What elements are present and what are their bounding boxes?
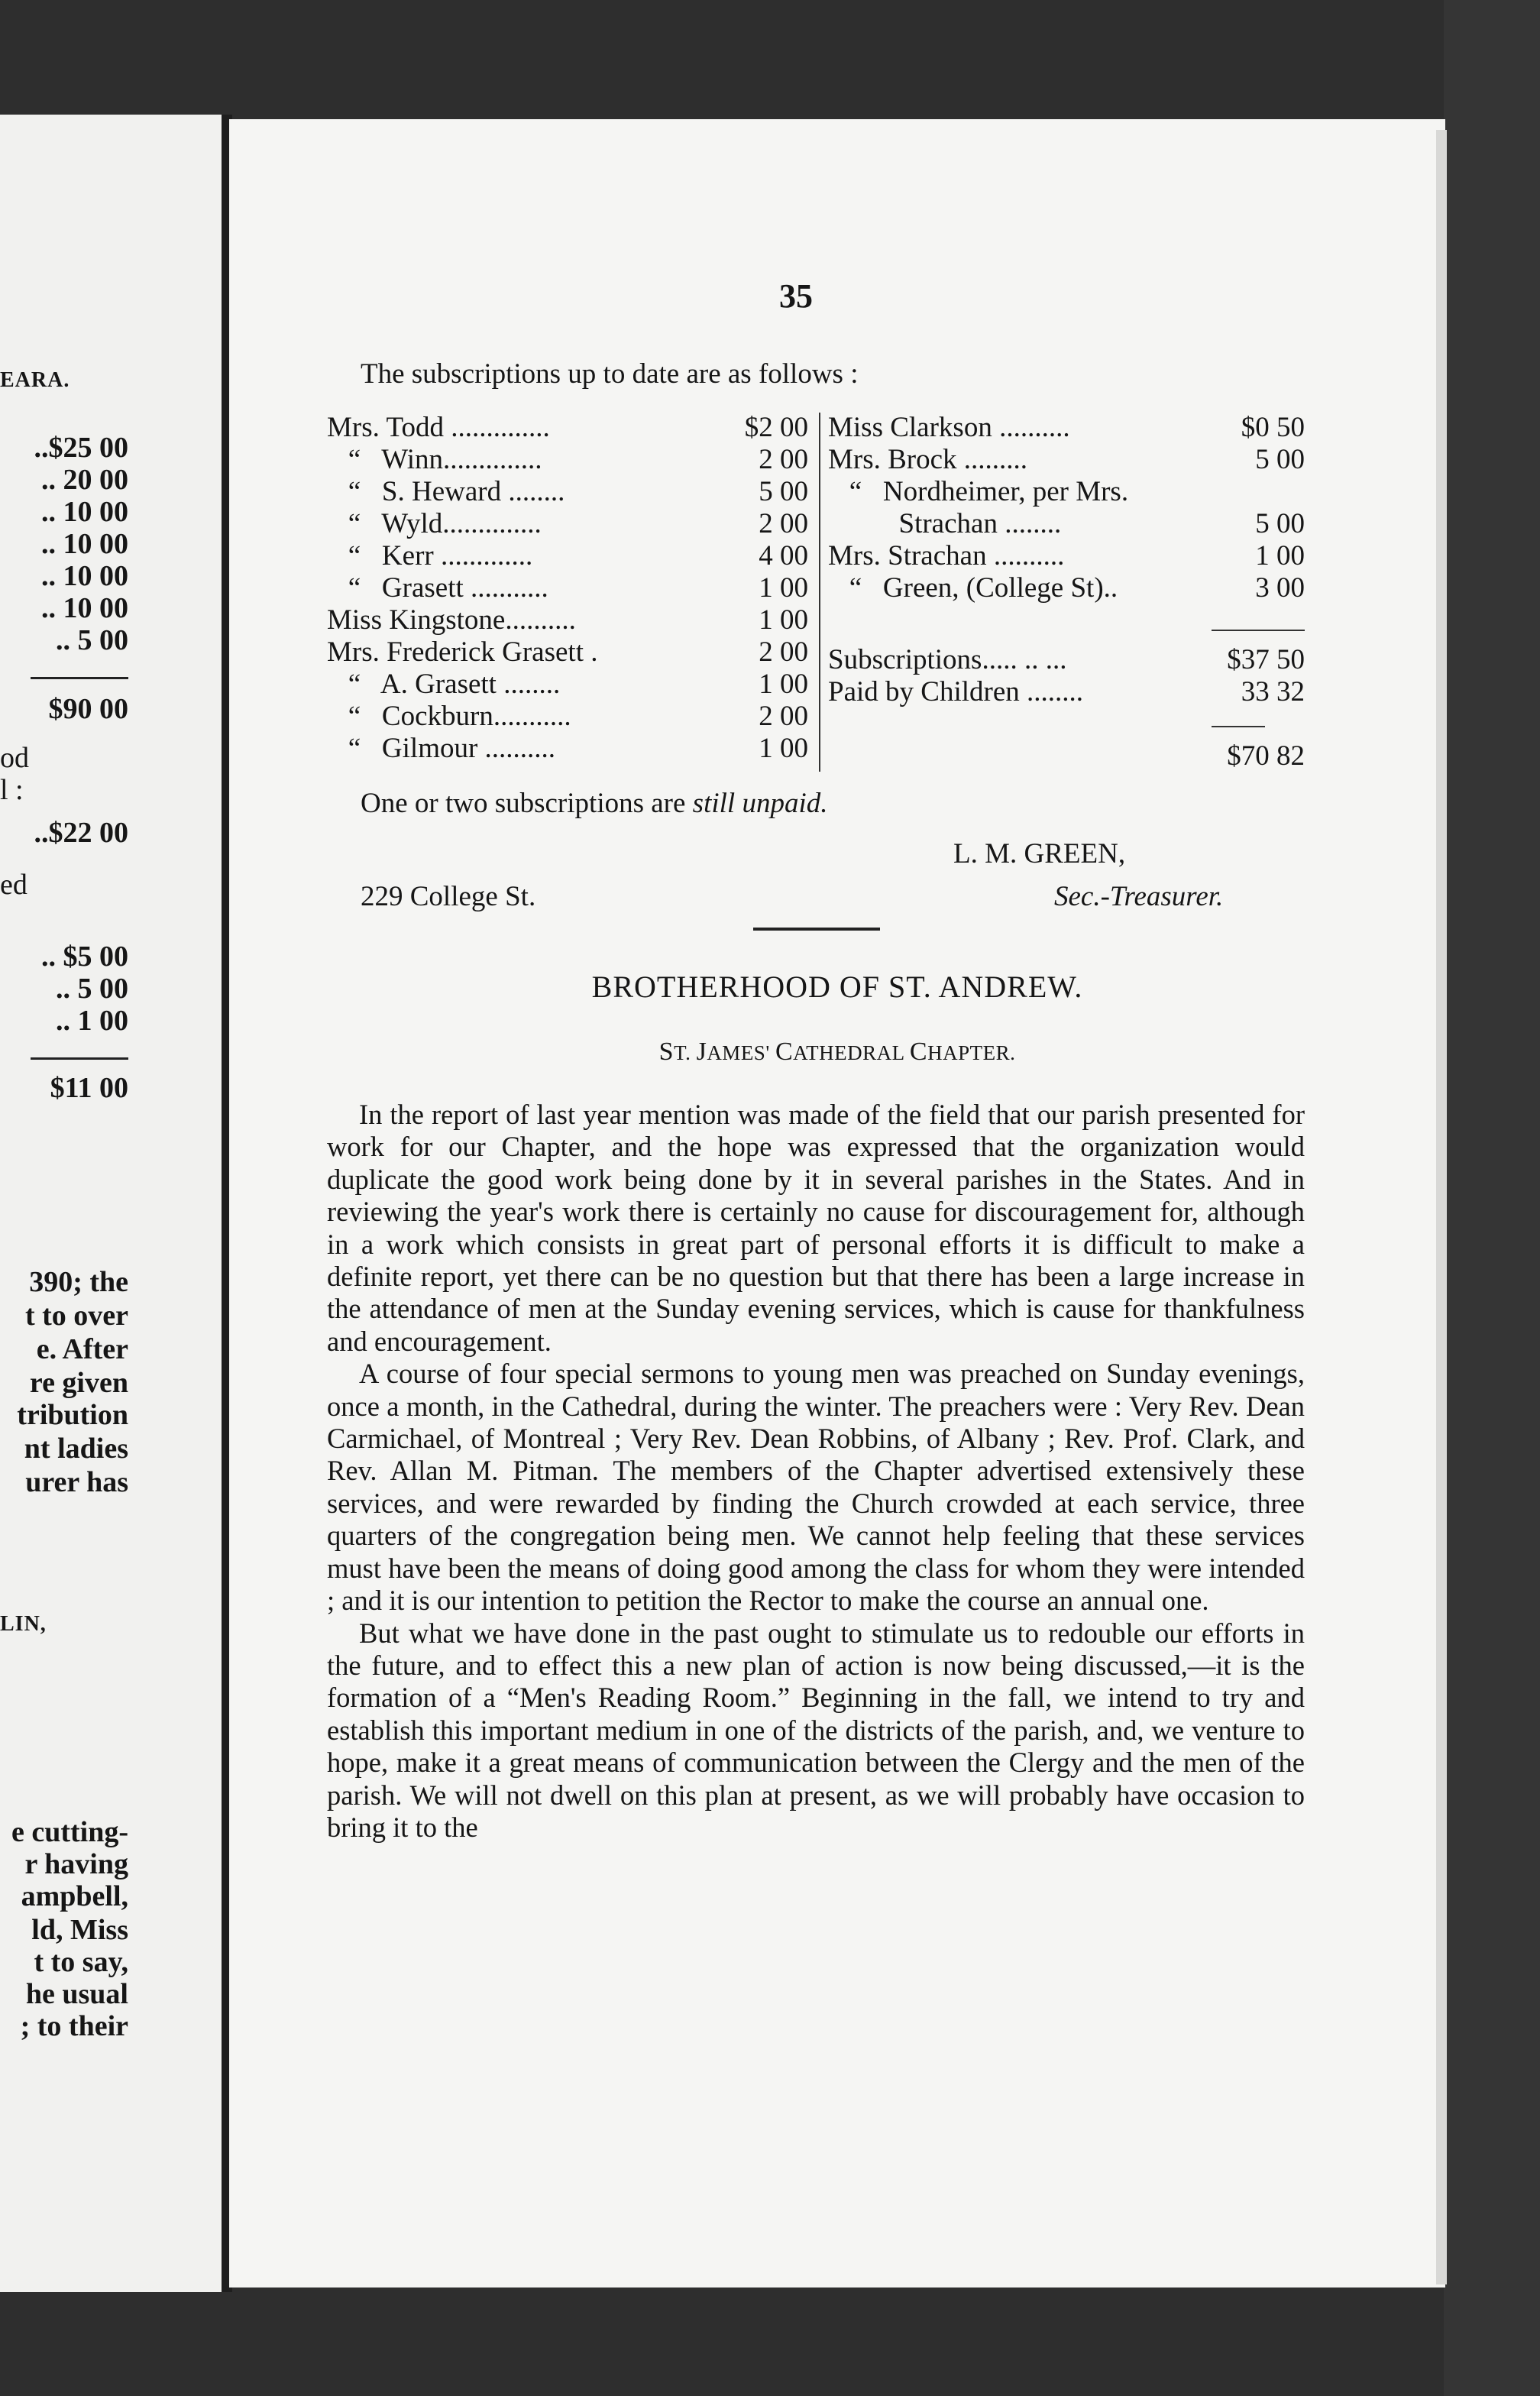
facing-sum-rule <box>31 1057 128 1060</box>
facing-text-fragment: he usual <box>25 1978 128 2010</box>
subscription-amount: 2 00 <box>759 508 808 539</box>
subscription-row <box>327 475 808 507</box>
scan-background-top <box>0 0 1540 130</box>
subscription-amount: 2 00 <box>759 701 808 732</box>
facing-amount: .. 10 00 <box>41 560 128 592</box>
facing-fragment: od <box>0 742 29 774</box>
subscription-row <box>327 636 808 668</box>
facing-sum-rule <box>31 677 128 679</box>
subscription-amount: 1 00 <box>759 669 808 700</box>
subscription-amount: 5 00 <box>1255 444 1305 475</box>
facing-amount: ..$25 00 <box>34 432 128 464</box>
facing-total: $90 00 <box>48 693 128 725</box>
section-title: BROTHERHOOD OF ST. ANDREW. <box>591 970 1083 1004</box>
facing-amount: .. 20 00 <box>41 464 128 496</box>
subscriber-name: Mrs. Frederick Grasett . <box>327 636 598 668</box>
facing-text-fragment: tribution <box>17 1399 128 1431</box>
facing-amount: ..$22 00 <box>34 817 128 849</box>
subscription-row <box>828 411 1305 443</box>
facing-amount: .. 10 00 <box>41 496 128 528</box>
subscription-row <box>828 571 1305 604</box>
subscriber-name: “ Gilmour .......... <box>327 733 556 764</box>
facing-heading-fragment: EARA. <box>0 368 70 392</box>
subscription-amount: 5 00 <box>759 476 808 507</box>
subscription-row <box>828 507 1305 539</box>
facing-amount: .. 10 00 <box>41 528 128 560</box>
facing-text-fragment: e cutting- <box>11 1816 128 1848</box>
subscription-row <box>327 732 808 764</box>
facing-fragment: LIN, <box>0 1612 47 1636</box>
subscription-amount: 2 00 <box>759 636 808 668</box>
signature-name: L. M. GREEN, <box>953 838 1126 869</box>
subscription-amount: $0 50 <box>1241 412 1305 443</box>
facing-text-fragment: e. After <box>36 1333 128 1365</box>
section-divider <box>753 928 880 931</box>
subscription-row <box>327 411 808 443</box>
subscription-row <box>327 604 808 636</box>
facing-fragment: l : <box>0 774 24 806</box>
facing-text-fragment: ; to their <box>20 2010 128 2042</box>
subscriber-name: Mrs. Brock ......... <box>828 444 1028 475</box>
totals-row <box>828 675 1305 707</box>
chapter-title-part: AMES' <box>707 1041 775 1064</box>
subscription-row <box>327 539 808 571</box>
subscription-amount: 3 00 <box>1255 572 1305 604</box>
chapter-title <box>229 1038 1445 1067</box>
chapter-title-part: T. <box>674 1041 697 1064</box>
subscription-row <box>327 571 808 604</box>
facing-amount: .. 5 00 <box>56 624 128 656</box>
grand-total-row <box>828 740 1305 772</box>
unpaid-note <box>361 787 827 820</box>
chapter-title-part: S <box>658 1038 675 1066</box>
subscription-row <box>327 668 808 700</box>
grand-total-amount: $70 82 <box>1227 740 1305 772</box>
subscription-amount: 1 00 <box>1255 540 1305 571</box>
chapter-title-part: C <box>775 1038 794 1066</box>
unpaid-note-text: One or two subscriptions are <box>361 788 693 819</box>
chapter-title-part: J <box>696 1038 707 1066</box>
subscriber-name: “ Cockburn........... <box>327 701 571 732</box>
subscriber-name: “ Winn.............. <box>327 444 542 475</box>
paragraph: A course of four special sermons to young men was preached on Sunday evenings, once a month, in the Cathedral, during the winter. The preachers were : Very Rev. Dean Carmichael, of Montreal ; Very Rev. Dean Robbins, of Albany ; Rev. Prof. Clark, and Rev. Allan M. Pitman. The members of the Chapter advertised extensively these services, and were rewarded by finding the Church crowded at each service, three quarters of the congregation being men. We cannot help feeling that these services must have been the means of doing good among the class for whom they were intended ; and it is our intention to petition the Rector to make the course an annual one. <box>327 1358 1305 1617</box>
page-edge-shadow <box>1436 130 1447 2284</box>
paragraph: In the report of last year mention was made of the field that our parish presented for work for our Chapter, and the hope was expressed that the organization would duplicate the good work being done by it in several parishes in the States. And in reviewing the year's work there is certainly no cause for discouragement for, although in a work which consists in great part of personal efforts it is difficult to make a definite report, yet there can be no question but that there has been a large increase in the attendance of men at the Sunday evening services, which is cause for thankfulness and encouragement. <box>327 1099 1305 1357</box>
subscription-amount: 1 00 <box>759 572 808 604</box>
facing-text-fragment: t to over <box>24 1300 128 1332</box>
facing-amount: .. 10 00 <box>41 592 128 624</box>
scan-background-right <box>1444 0 1540 2396</box>
subscription-row <box>327 507 808 539</box>
subscription-amount: 1 00 <box>759 604 808 636</box>
totals-label: Subscriptions..... .. ... <box>828 644 1067 675</box>
facing-total: $11 00 <box>50 1072 128 1104</box>
chapter-title-part: ATHEDRAL <box>793 1041 910 1064</box>
facing-amount: .. 1 00 <box>56 1005 128 1037</box>
grand-total-rule <box>1212 726 1265 727</box>
subscriber-name: “ A. Grasett ........ <box>327 669 561 700</box>
subscriber-name: “ Green, (College St).. <box>828 572 1118 604</box>
chapter-title-part: HAPTER. <box>927 1041 1016 1064</box>
subscription-row <box>327 700 808 732</box>
subscription-amount: 4 00 <box>759 540 808 571</box>
subscription-row <box>828 539 1305 571</box>
subscriber-name: Miss Clarkson .......... <box>828 412 1070 443</box>
paragraph: But what we have done in the past ought to stimulate us to redouble our efforts in the future, and to effect this a new plan of action is now being discussed,—it is the formation of a “Men's Reading Room.” Beginning in the fall, we intend to try and establish this important medium in one of the districts of the parish, and, we venture to hope, make it a great means of communication between the Clergy and the men of the parish. We will not dwell on this plan at present, as we will probably have occasion to bring it to the <box>327 1617 1305 1843</box>
totals-row <box>828 643 1305 675</box>
subscriber-name: Strachan ........ <box>828 508 1062 539</box>
subscriber-name: “ S. Heward ........ <box>327 476 565 507</box>
signature-title: Sec.-Treasurer. <box>1054 881 1224 912</box>
facing-text-fragment: r having <box>24 1848 128 1880</box>
subtotal-rule <box>1212 630 1305 631</box>
facing-text-fragment: re given <box>29 1367 128 1399</box>
subscriber-name: Miss Kingstone.......... <box>327 604 576 636</box>
totals-label: Paid by Children ........ <box>828 676 1084 707</box>
subscription-amount: 5 00 <box>1255 508 1305 539</box>
subscription-row <box>828 475 1305 507</box>
chapter-title-part: C <box>909 1038 928 1066</box>
facing-text-fragment: nt ladies <box>24 1433 128 1465</box>
facing-text-fragment: 390; the <box>29 1266 128 1298</box>
subscription-amount: $2 00 <box>744 412 808 443</box>
scan-background-bottom <box>0 2284 1540 2396</box>
article-body <box>327 1099 1305 1844</box>
subscription-row <box>828 443 1305 475</box>
facing-text-fragment: urer has <box>25 1466 128 1498</box>
facing-page <box>0 115 222 2292</box>
facing-text-fragment: t to say, <box>34 1946 128 1978</box>
totals-amount: 33 32 <box>1241 676 1305 707</box>
subscriber-name: “ Nordheimer, per Mrs. <box>828 476 1129 507</box>
subscriber-name: Mrs. Strachan .......... <box>828 540 1065 571</box>
facing-text-fragment: ampbell, <box>21 1880 128 1912</box>
facing-fragment: ed <box>0 869 28 901</box>
subscription-amount: 2 00 <box>759 444 808 475</box>
subscription-amount: 1 00 <box>759 733 808 764</box>
facing-text-fragment: ld, Miss <box>31 1914 128 1946</box>
subscriber-name: “ Grasett ........... <box>327 572 548 604</box>
table-column-divider <box>819 413 820 772</box>
unpaid-note-emphasis: still unpaid. <box>692 788 828 819</box>
totals-amount: $37 50 <box>1227 644 1305 675</box>
page-number: 35 <box>779 277 813 315</box>
subscription-row <box>327 443 808 475</box>
subscriber-name: “ Kerr ............. <box>327 540 533 571</box>
facing-amount: .. $5 00 <box>41 941 128 973</box>
address: 229 College St. <box>361 881 536 912</box>
facing-amount: .. 5 00 <box>56 973 128 1005</box>
subscriptions-intro: The subscriptions up to date are as follows : <box>361 358 859 390</box>
subscriber-name: Mrs. Todd .............. <box>327 412 550 443</box>
subscriber-name: “ Wyld.............. <box>327 508 542 539</box>
